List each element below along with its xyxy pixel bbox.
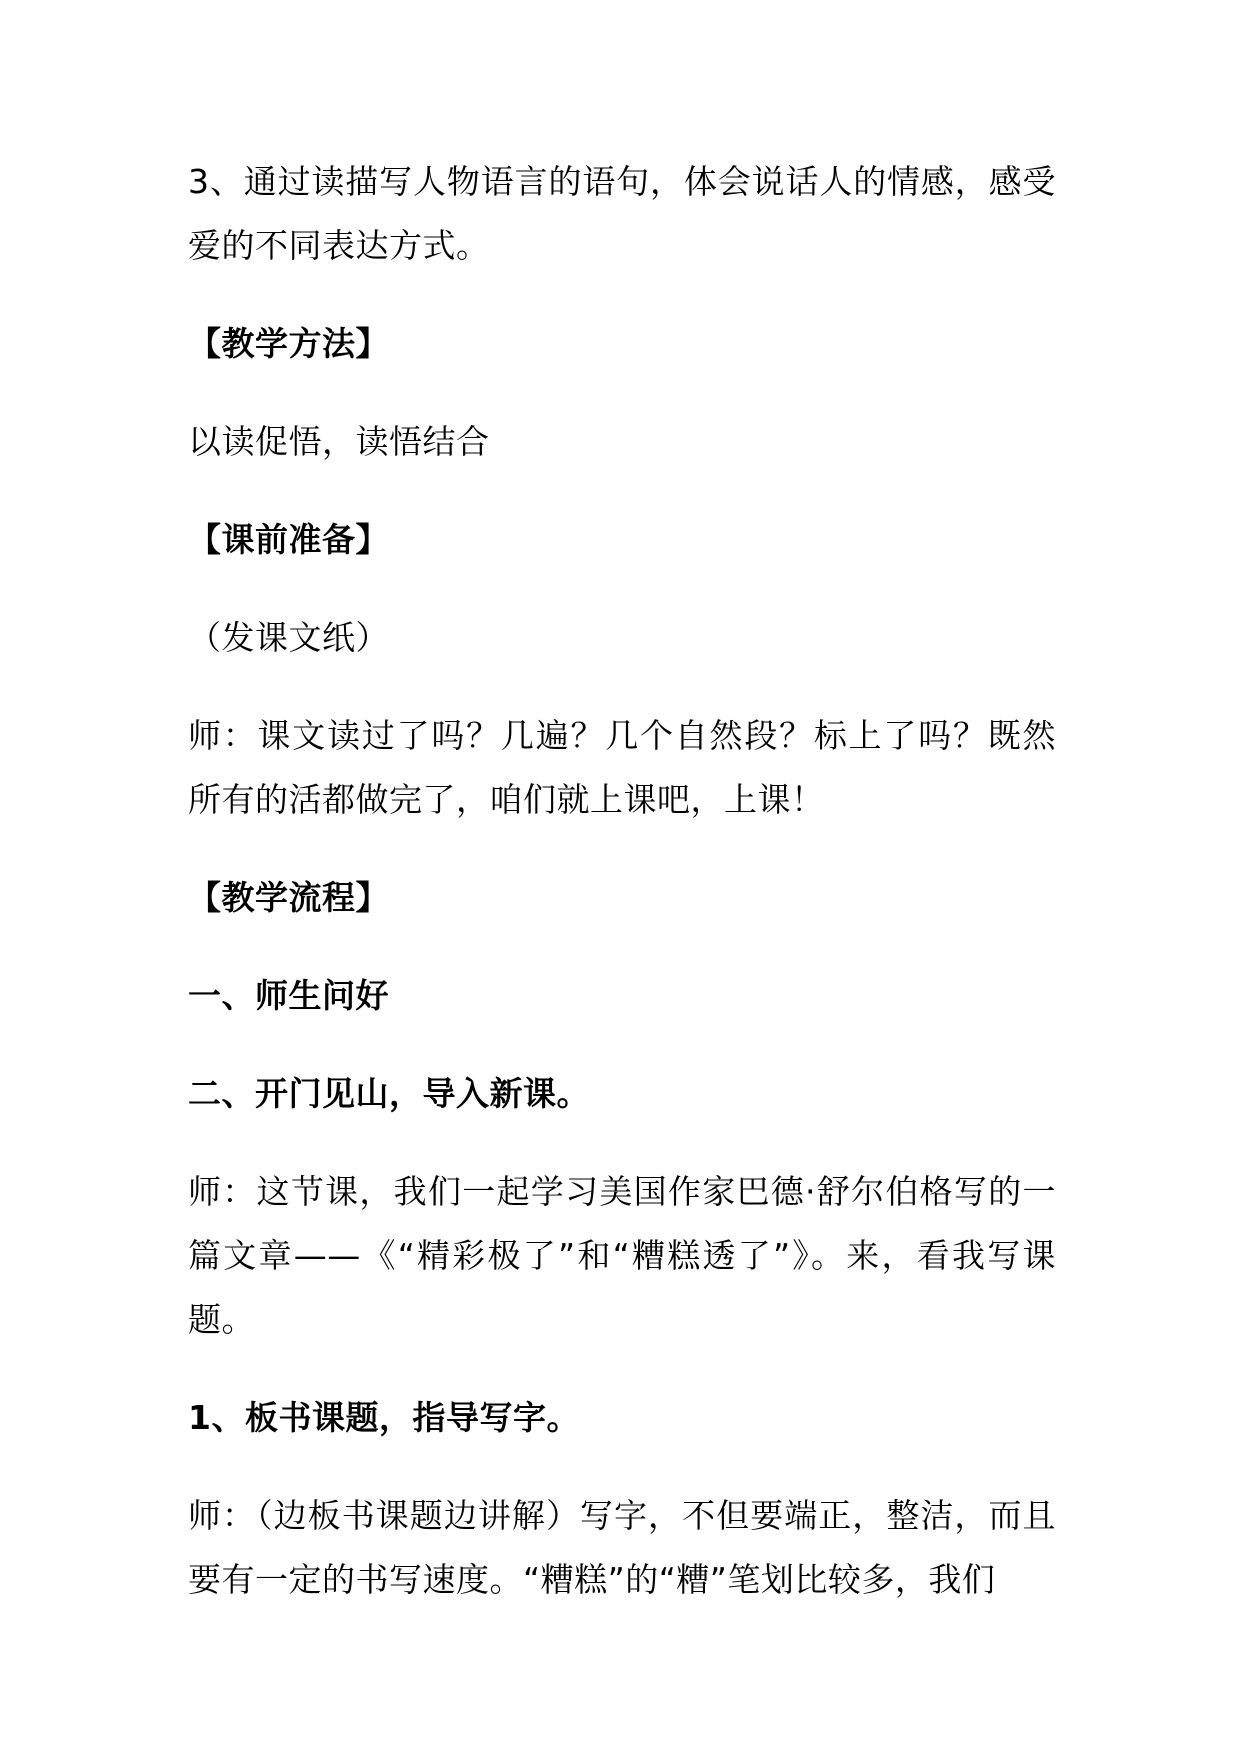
teaching-method-text: 以读促悟，读悟结合 bbox=[188, 422, 490, 461]
teaching-process-heading: 【教学流程】 bbox=[188, 878, 389, 917]
teacher-intro-text: 师：这节课，我们一起学习美国作家巴德·舒尔伯格写的一篇文章——《“精彩极了”和“糟糕透了”》。来，看我写课题。 bbox=[188, 1172, 1056, 1339]
teaching-method-heading: 【教学方法】 bbox=[188, 324, 389, 363]
objective-3-text: 3、通过读描写人物语言的语句，体会说话人的情感，感受爱的不同表达方式。 bbox=[188, 162, 1056, 265]
teacher-writing-text: 师：（边板书课题边讲解）写字，不但要端正，整洁，而且要有一定的书写速度。“糟糕”的“糟”笔划比较多，我们 bbox=[188, 1496, 1056, 1599]
document-body bbox=[188, 150, 1056, 1612]
preparation-heading: 【课前准备】 bbox=[188, 520, 389, 559]
section-2-heading: 二、开门见山，导入新课。 bbox=[188, 1074, 590, 1113]
preparation-text: （发课文纸） bbox=[188, 618, 389, 657]
teacher-opening-text: 师：课文读过了吗？几遍？几个自然段？标上了吗？既然所有的活都做完了，咱们就上课吧，上课！ bbox=[188, 716, 1056, 819]
subsection-1-heading: 1、板书课题，指导写字。 bbox=[188, 1398, 580, 1437]
section-1-heading: 一、师生问好 bbox=[188, 976, 389, 1015]
